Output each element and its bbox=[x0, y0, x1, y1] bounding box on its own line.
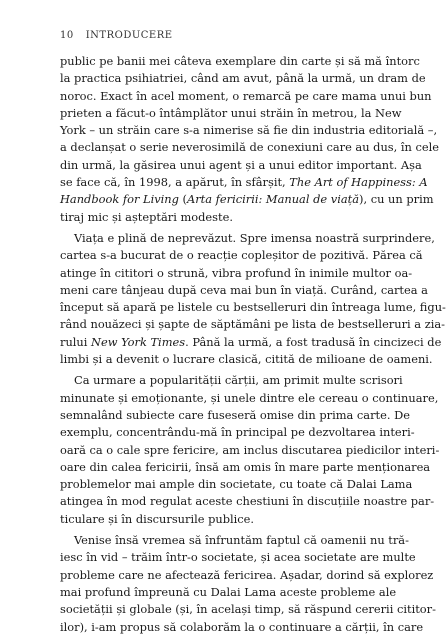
text-line: meni care tânjeau după ceva mai bun în viață. Curând, cartea a bbox=[60, 282, 428, 297]
text-line: Handbook for Living (Arta fericirii: Manual de viață), cu un prim bbox=[60, 192, 434, 207]
text-line: ticulare și în discursurile publice. bbox=[60, 511, 255, 526]
text-line: semnalând subiecte care fuseseră omise din prima carte. De bbox=[60, 407, 410, 422]
body-text bbox=[60, 53, 446, 636]
text-line: din urmă, la găsirea unui agent și a unui editor important. Așa bbox=[60, 157, 422, 172]
text-line: problemelor mai ample din societate, cu toate că Dalai Lama bbox=[60, 477, 413, 492]
text-line: exemplu, concentrându-mă în principal pe dezvoltarea interi- bbox=[60, 425, 415, 440]
text-line: Viața e plină de neprevăzut. Spre imensa noastră surprindere, bbox=[74, 230, 435, 245]
text-line: ilor), i-am propus să colaborăm la o continuare a cărții, în care bbox=[60, 619, 424, 634]
text-line: limbi și a devenit o lucrare clasică, citită de milioane de oameni. bbox=[60, 352, 433, 367]
text-line: mai profund împreună cu Dalai Lama aceste probleme ale bbox=[60, 584, 397, 599]
text-line: tiraj mic și așteptări modeste. bbox=[60, 209, 233, 224]
text-line: atingea în mod regulat aceste chestiuni în discuțiile noastre par- bbox=[60, 494, 435, 509]
text-line: a declanșat o serie neverosimilă de conexiuni care au dus, în cele bbox=[60, 140, 440, 155]
text-line: noroc. Exact în acel moment, o remarcă pe care mama unui bun bbox=[60, 88, 432, 103]
text-line: cartea s-a bucurat de o reacție copleșitor de pozitivă. Părea că bbox=[60, 248, 423, 263]
text-line: Ca urmare a popularității cărții, am primit multe scrisori bbox=[74, 373, 403, 388]
text-line: rului New York Times. Până la urmă, a fost tradusă în cincizeci de bbox=[60, 334, 442, 349]
text-line: Venise însă vremea să înfruntăm faptul că oamenii nu tră- bbox=[74, 533, 409, 548]
text-line: la practica psihiatriei, când am avut, până la urmă, un dram de bbox=[60, 71, 426, 86]
text-line: public pe banii mei câteva exemplare din carte și să mă întorc bbox=[60, 54, 420, 68]
text-line: atinge în cititori o strună, vibra profund în inimile multor oa- bbox=[60, 265, 413, 280]
running-title: INTRODUCERE bbox=[85, 30, 173, 41]
text-line: prieten a făcut-o întâmplător unui străin în metrou, la New bbox=[60, 105, 402, 120]
text-line: societății și globale (și, în același timp, să răspund cererii cititor- bbox=[60, 602, 436, 617]
text-line: probleme care ne afectează fericirea. Așadar, dorind să explorez bbox=[60, 567, 434, 582]
text-line: se face că, în 1998, a apărut, în sfârșit, The Art of Happiness: A bbox=[60, 175, 428, 190]
text-line: oară ca o cale spre fericire, am inclus discutarea piedicilor interi- bbox=[60, 442, 440, 457]
page-number: 10 bbox=[60, 30, 74, 41]
text-line: oare din calea fericirii, însă am omis în mare parte menționarea bbox=[60, 459, 431, 474]
running-header bbox=[60, 30, 173, 41]
text-line: început să apară pe listele cu bestselleruri din întreaga lume, figu- bbox=[60, 300, 446, 315]
text-line: iesc în vid – trăim într-o societate, și acea societate are multe bbox=[60, 550, 416, 565]
text-line: rând nouăzeci și șapte de săptămâni pe lista de bestselleruri a zia- bbox=[60, 317, 445, 332]
text-line: York – un străin care s-a nimerise să fie din industria editorială –, bbox=[60, 123, 438, 138]
text-line: minunate și emoționante, și unele dintre ele cereau o continuare, bbox=[60, 390, 439, 405]
